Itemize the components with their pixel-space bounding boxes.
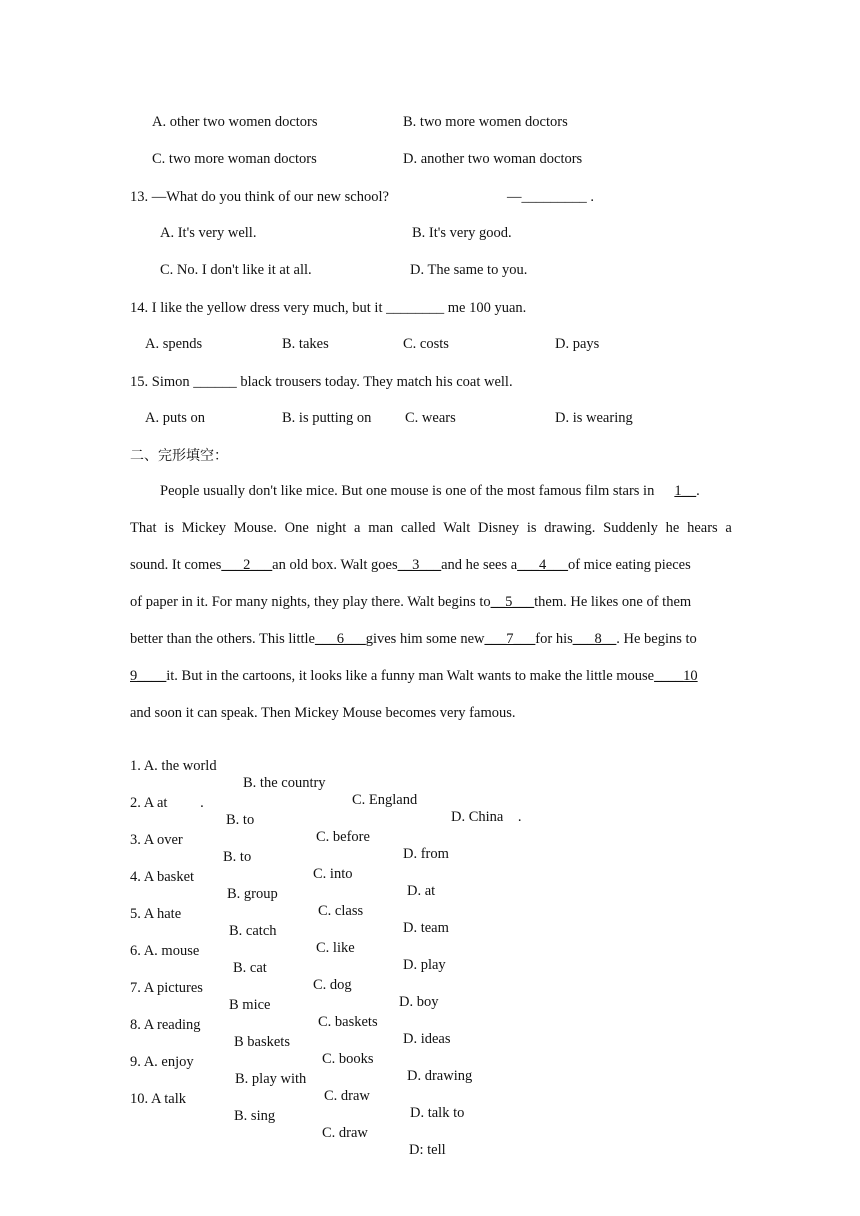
passage-word: Mouse.: [233, 520, 277, 536]
option-a: 5. A hate: [130, 906, 182, 922]
option-d: D. play: [403, 957, 446, 973]
blank-8: ___8__: [572, 631, 617, 647]
option-b: B baskets: [234, 1034, 290, 1050]
blank-4: ___4___: [517, 557, 568, 573]
option-b: B. to: [223, 849, 252, 865]
option-a: 4. A basket: [130, 869, 195, 885]
option-a: 6. A. mouse: [130, 943, 200, 959]
passage-word: called: [400, 520, 436, 536]
passage-line-1: [130, 483, 732, 500]
passage-word: One: [284, 520, 309, 536]
passage-word: he: [665, 520, 680, 536]
passage-text: gives him some new: [365, 631, 485, 647]
option-b: B. to: [226, 812, 255, 828]
option-c: C. class: [318, 903, 364, 919]
option-b: B. play with: [235, 1071, 307, 1087]
option-d: D. China .: [451, 809, 522, 825]
blank-3: __3___: [397, 557, 442, 573]
option-d: D. boy: [399, 994, 439, 1010]
q13-option-a: A. It's very well.: [160, 225, 257, 241]
passage-text: better than the others. This little: [130, 631, 315, 647]
option-a: 3. A over: [130, 832, 183, 848]
option-c: C. baskets: [318, 1014, 378, 1030]
blank-1: 1__: [674, 483, 697, 499]
option-b: B. the country: [243, 775, 326, 791]
q15-option-a: A. puts on: [145, 410, 206, 426]
option-c: C. dog: [313, 977, 352, 993]
option-c: C. books: [322, 1051, 374, 1067]
passage-text: and he sees a: [441, 557, 518, 573]
passage-text: it. But in the cartoons, it looks like a funny man Walt wants to make the little mouse: [166, 668, 655, 684]
blank-7: ___7___: [484, 631, 536, 647]
option-c: C. into: [313, 866, 353, 882]
q14-option-d: D. pays: [555, 336, 600, 352]
passage-word: man: [368, 520, 394, 536]
passage-word: is: [526, 520, 537, 536]
q14-option-c: C. costs: [403, 336, 449, 352]
option-a: 8. A reading: [130, 1017, 201, 1033]
passage-text: of mice eating pieces: [567, 557, 691, 573]
passage-line-2: [130, 520, 732, 537]
option-b: B mice: [229, 997, 271, 1013]
passage-text: . He begins to: [616, 631, 697, 647]
passage-word: Walt: [443, 520, 471, 536]
option-c: C. draw: [324, 1088, 370, 1104]
option-d: D. team: [403, 920, 449, 936]
blank-9: 9____: [130, 668, 167, 684]
q12-option-a: A. other two women doctors: [152, 114, 318, 130]
q15-option-b: B. is putting on: [282, 410, 372, 426]
option-b: B. catch: [229, 923, 277, 939]
q12-option-b: B. two more women doctors: [403, 114, 568, 130]
passage-word: hears: [687, 520, 718, 536]
passage-word: a: [725, 520, 732, 536]
passage-text: sound. It comes: [130, 557, 222, 573]
option-d: D. ideas: [403, 1031, 451, 1047]
passage-text: an old box. Walt goes: [272, 557, 398, 573]
passage-text: of paper in it. For many nights, they play there. Walt begins to: [130, 594, 491, 610]
q12-option-d: D. another two woman doctors: [403, 151, 583, 167]
blank-10: ____10: [654, 668, 698, 684]
passage-line-6: [130, 668, 732, 685]
passage-word: night: [316, 520, 347, 536]
passage-word: drawing.: [544, 520, 596, 536]
section-heading: 二、完形填空：: [130, 448, 228, 464]
option-a: 2. A at .: [130, 795, 204, 811]
passage-line-5: [130, 631, 732, 648]
option-d: D. from: [403, 846, 449, 862]
option-a: 10. A talk: [130, 1091, 186, 1107]
q13-option-d: D. The same to you.: [410, 262, 528, 278]
q15-stem: 15. Simon ______ black trousers today. They match his coat well.: [130, 374, 513, 390]
blank-5: __5___: [490, 594, 535, 610]
option-b: B. cat: [233, 960, 267, 976]
passage-word: a: [354, 520, 361, 536]
q13-stem: 13. —What do you think of our new school?: [130, 189, 389, 205]
option-a: 9. A. enjoy: [130, 1054, 194, 1070]
blank-2: ___2___: [221, 557, 273, 573]
option-d: D. drawing: [407, 1068, 473, 1084]
passage-word: Mickey: [181, 520, 227, 536]
passage-line-3: [130, 557, 732, 574]
passage-text: .: [696, 483, 700, 499]
q13-answer-blank: —_________ .: [507, 189, 594, 205]
option-c: C. like: [316, 940, 355, 956]
option-b: B. sing: [234, 1108, 276, 1124]
option-a: 7. A pictures: [130, 980, 203, 996]
option-d: D. at: [407, 883, 436, 899]
option-c: C. draw: [322, 1125, 368, 1141]
option-b: B. group: [227, 886, 278, 902]
passage-word: Disney: [478, 520, 520, 536]
passage-word: is: [164, 520, 174, 536]
passage-line-7: and soon it can speak. Then Mickey Mouse becomes very famous.: [130, 705, 516, 721]
passage-text: them. He likes one of them: [534, 594, 692, 610]
passage-line-4: [130, 594, 732, 611]
q13-option-c: C. No. I don't like it at all.: [160, 262, 312, 278]
q13-option-b: B. It's very good.: [412, 225, 512, 241]
q14-stem: 14. I like the yellow dress very much, but it ________ me 100 yuan.: [130, 300, 527, 316]
option-a: 1. A. the world: [130, 758, 217, 774]
q15-option-d: D. is wearing: [555, 410, 633, 426]
option-d: D: tell: [409, 1142, 446, 1158]
option-c: C. England: [352, 792, 418, 808]
blank-6: ___6___: [314, 631, 366, 647]
q15-option-c: C. wears: [405, 410, 456, 426]
q14-option-a: A. spends: [145, 336, 203, 352]
passage-word: Suddenly: [603, 520, 658, 536]
option-c: C. before: [316, 829, 370, 845]
q14-option-b: B. takes: [282, 336, 329, 352]
passage-word: That: [130, 520, 157, 536]
passage-text: for his: [535, 631, 573, 647]
q12-option-c: C. two more woman doctors: [152, 151, 317, 167]
option-d: D. talk to: [410, 1105, 465, 1121]
passage-text: People usually don't like mice. But one mouse is one of the most famous film stars in: [160, 483, 655, 499]
